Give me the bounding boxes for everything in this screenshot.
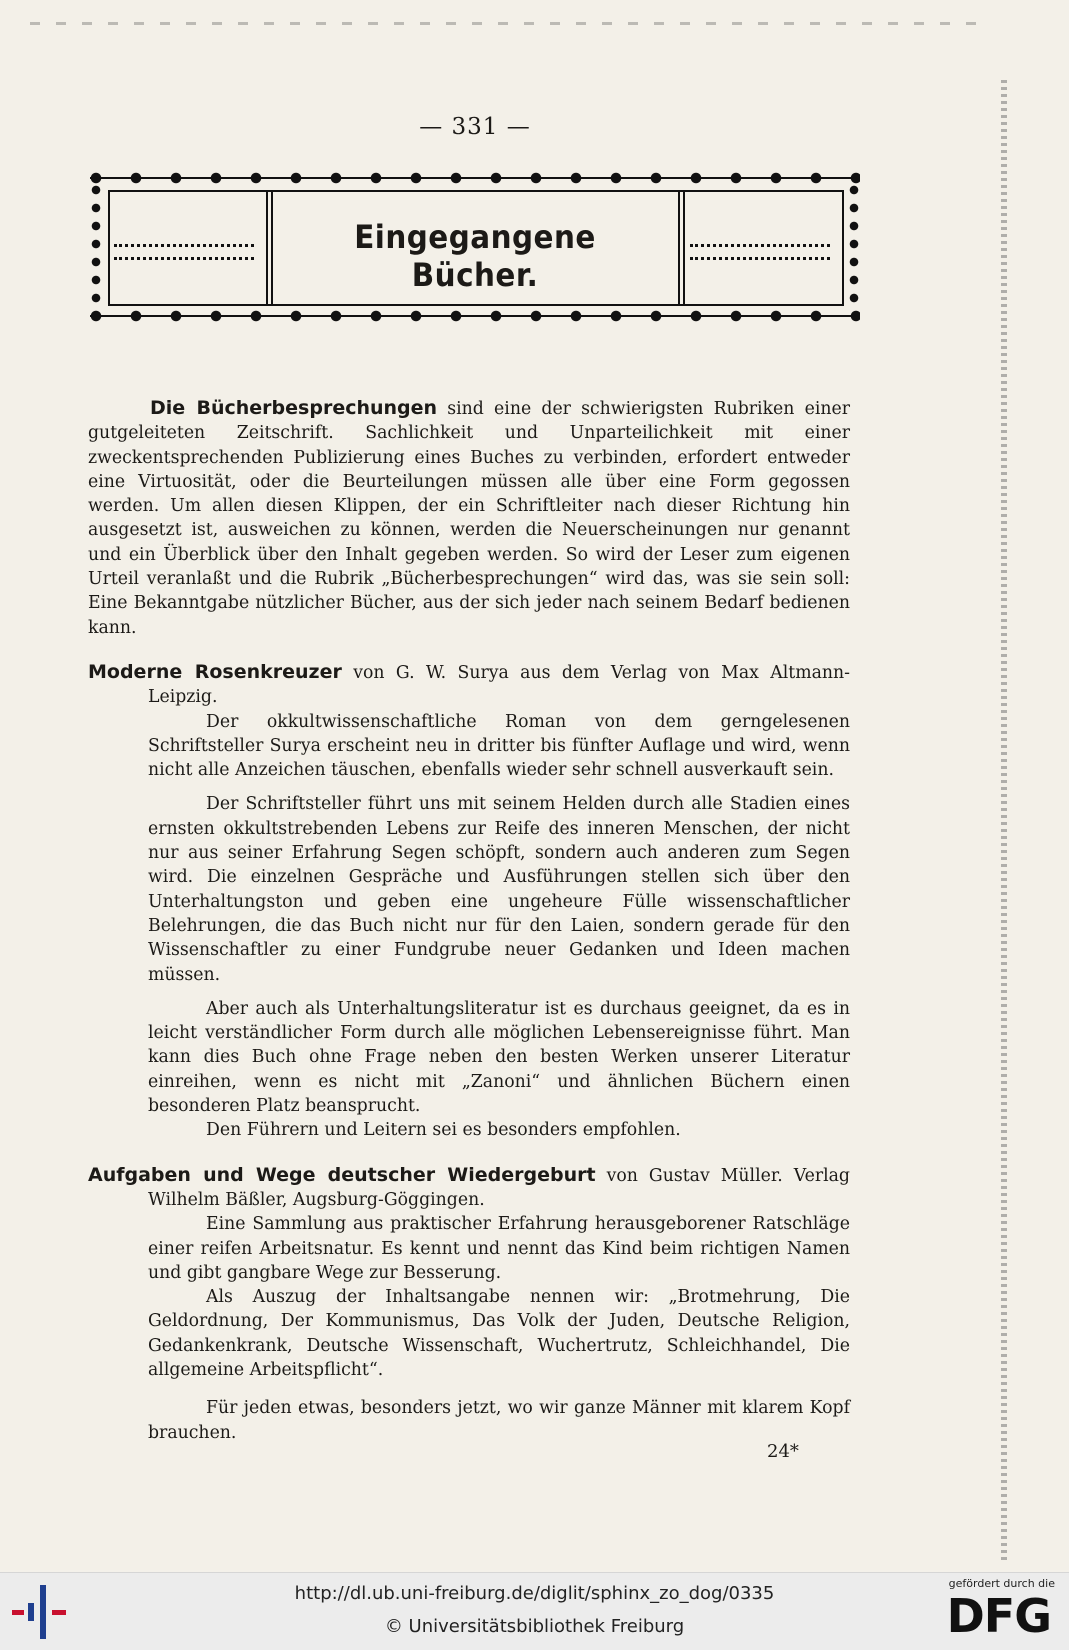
article-body	[88, 396, 850, 1445]
review-paragraph: Eine Sammlung aus praktischer Erfahrung herausgeborener Ratschläge einer reifen Arbeitsnatur. Es kennt und nennt das Kind beim richtigen Namen und gibt gangbare Wege zur Besserung.	[148, 1214, 850, 1283]
intro-paragraph	[88, 396, 850, 640]
review-paragraph: Den Führern und Leitern sei es besonders empfohlen.	[206, 1120, 681, 1141]
review-paragraph: Der Schriftsteller führt uns mit seinem Helden durch alle Stadien eines ernsten okkultstrebenden Lebens zur Reife des inneren Menschen, der nicht nur aus seiner Erfahrung Segen schöpft, sondern auch anderen zum Segen wird. Die einzelnen Gespräche und Ausführungen stellen sich über den Unterhaltungston und geben eine ungeheure Fülle wissenschaftlicher Belehrungen, die das Buch nicht nur für den Laien, sondern gerade für den Wissenschaftler zu einer Fundgrube neuer Gedanken und Ideen machen müssen.	[148, 794, 850, 985]
ornament-side-right	[848, 184, 860, 310]
ornament-dots-right	[690, 244, 830, 260]
intro-lead: Die Bücherbesprechungen	[150, 397, 438, 419]
review-paragraph: Der okkultwissenschaftliche Roman von dem gerngelesenen Schriftsteller Surya erscheint neu in dritter bis fünfter Auflage und wird, wenn nicht alle Anzeichen täuschen, ebenfalls wieder sehr schnell ausverkauft sein.	[148, 711, 850, 781]
copyright-text: © Universitätsbibliothek Freiburg	[384, 1616, 685, 1637]
intro-text: sind eine der schwierigsten Rubriken einer gutgeleiteten Zeitschrift. Sachlichkeit und Unparteilichkeit mit einer zweckentsprechenden Publizierung eines Buches zu verbinden, erfordert entweder eine Virtuosität, oder die Beurteilungen müssen alle über eine Form gegossen werden. Um allen diesen Klippen, der ein Schriftleiter nach dieser Richtung hin ausgesetzt ist, ausweichen zu können, werden die Neuerscheinungen nur genannt und ein Überblick über den Inhalt gegeben werden. So wird der Leser zum eigenen Urteil veranlaßt und die Rubrik „Bücherbesprechungen“ wird das, was sie sein soll: Eine Bekanntgabe nützlicher Bücher, aus der sich jeder nach seinem Bedarf bedienen kann.	[88, 399, 850, 638]
ornament-dots-left	[114, 244, 254, 260]
section-title: Eingegangene Bücher.	[354, 218, 596, 294]
source-url-link[interactable]: http://dl.ub.uni-freiburg.de/diglit/sphinx_zo_dog/0335	[294, 1583, 775, 1604]
review-paragraph: Für jeden etwas, besonders jetzt, wo wir ganze Männer mit klarem Kopf brauchen.	[148, 1398, 850, 1443]
page-number: — 331 —	[419, 114, 531, 140]
ornament-side-left	[90, 184, 102, 310]
ornament-bar-top	[90, 172, 860, 184]
viewer-footer	[0, 1572, 1069, 1650]
funding-note: gefördert durch die	[948, 1577, 1055, 1590]
ornament-divider-left	[266, 190, 273, 306]
scan-edge-right	[1001, 80, 1007, 1560]
book-entry	[88, 660, 850, 1143]
book-entry	[88, 1163, 850, 1445]
signature-mark: 24*	[767, 1441, 799, 1462]
scan-edge-top	[30, 22, 990, 25]
header-ornament-frame	[90, 172, 860, 322]
book-title: Aufgaben und Wege deutscher Wiedergeburt	[88, 1163, 596, 1186]
book-title: Moderne Rosenkreuzer	[88, 660, 342, 683]
book-entry-heading	[88, 1163, 850, 1213]
book-byline: von G. W. Surya aus dem Verlag von Max Altmann-Leipzig.	[148, 662, 850, 708]
ornament-divider-right	[678, 190, 685, 306]
dfg-logo-icon: DFG	[946, 1589, 1051, 1643]
book-entry-heading	[88, 660, 850, 710]
book-byline: von Gustav Müller. Verlag Wilhelm Bäßler, Augsburg-Göggingen.	[148, 1165, 850, 1210]
review-paragraph: Aber auch als Unterhaltungsliteratur ist es durchaus geeignet, da es in leicht verständlicher Form durch alle möglichen Lebensereignisse führt. Man kann dies Buch ohne Frage neben den besten Werken unserer Literatur einreihen, wenn es nicht mit „Zanoni“ und ähnlichen Büchern einen besonderen Platz beansprucht.	[148, 998, 850, 1117]
ornament-bar-bottom	[90, 310, 860, 322]
review-paragraph: Als Auszug der Inhaltsangabe nennen wir: „Brotmehrung, Die Geldordnung, Der Kommunismus, Das Volk der Juden, Deutsche Religion, Gedankenkrank, Deutsche Wissenschaft, Wuchertrutz, Schleichhandel, Die allgemeine Arbeitspflicht“.	[148, 1287, 850, 1380]
